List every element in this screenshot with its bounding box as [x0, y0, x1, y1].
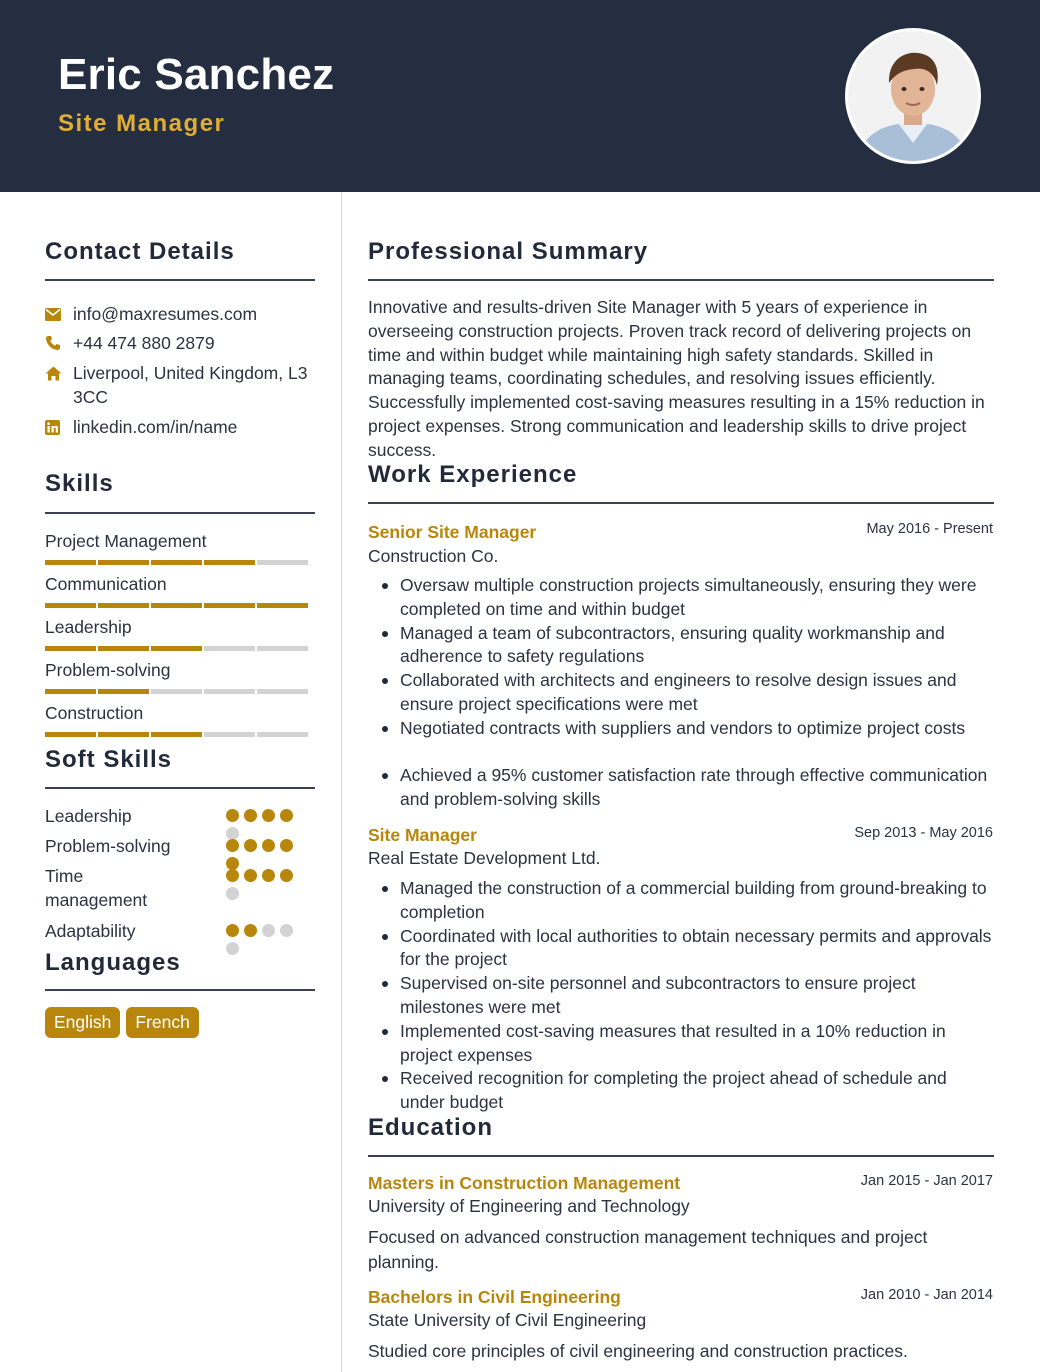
- skill-name: Construction: [45, 703, 144, 723]
- soft-skills-section-rule: [45, 787, 315, 789]
- language-tag: English: [45, 1007, 120, 1038]
- job-bullets: [380, 574, 994, 812]
- contact-location: [45, 361, 315, 409]
- experience-section-rule: [368, 502, 994, 504]
- soft-skill-name: Adaptability: [45, 921, 136, 941]
- job-bullet: Supervised on-site personnel and subcontractors to ensure project milestones were met: [380, 972, 994, 1020]
- skill-level-segment: [45, 603, 96, 608]
- skills-section-rule: [45, 512, 315, 514]
- skill-level-segment: [151, 689, 202, 694]
- skill-level-segment: [45, 646, 96, 651]
- job-bullet: Received recognition for completing the project ahead of schedule and under budget: [380, 1067, 994, 1115]
- contact-email-text: info@maxresumes.com: [73, 304, 258, 324]
- language-tags: [45, 1007, 199, 1038]
- skill-level-segment: [151, 560, 202, 565]
- job-dates: Sep 2013 - May 2016: [854, 825, 993, 841]
- job-company: Real Estate Development Ltd.: [368, 848, 601, 868]
- skill-level-segment: [257, 603, 308, 608]
- skill-level-bar: [45, 732, 308, 737]
- skill-level-segment: [257, 646, 308, 651]
- rating-dot: [226, 942, 239, 955]
- profile-photo: [845, 28, 981, 164]
- rating-dot: [280, 869, 293, 882]
- skill-level-segment: [204, 646, 255, 651]
- skill-level-bar: [45, 689, 308, 694]
- degree-school: University of Engineering and Technology: [368, 1196, 690, 1216]
- soft-skill-rating: [226, 809, 306, 840]
- skill-level-segment: [98, 732, 149, 737]
- contact-phone[interactable]: [45, 331, 315, 355]
- rating-dot: [244, 924, 257, 937]
- skill-name: Communication: [45, 574, 167, 594]
- rating-dot: [226, 839, 239, 852]
- job-bullet: Collaborated with architects and engineers to resolve design issues and ensure project specifications were met: [380, 669, 994, 717]
- job-bullet: Managed the construction of a commercial building from ground-breaking to completion: [380, 877, 994, 925]
- languages-section-rule: [45, 989, 315, 991]
- skill-level-segment: [45, 689, 96, 694]
- skill-level-segment: [151, 646, 202, 651]
- skill-level-segment: [98, 603, 149, 608]
- skill-level-segment: [45, 560, 96, 565]
- contact-section-title: Contact Details: [45, 238, 235, 265]
- contact-linkedin[interactable]: [45, 415, 315, 439]
- degree-dates: Jan 2010 - Jan 2014: [860, 1287, 993, 1303]
- skill-level-bar: [45, 646, 308, 651]
- rating-dot: [244, 809, 257, 822]
- rating-dot: [226, 887, 239, 900]
- contact-linkedin-text: linkedin.com/in/name: [73, 417, 238, 437]
- degree-title: Bachelors in Civil Engineering: [368, 1287, 621, 1307]
- rating-dot: [280, 809, 293, 822]
- home-icon: [45, 361, 73, 385]
- languages-section-title: Languages: [45, 949, 181, 976]
- rating-dot: [244, 869, 257, 882]
- job-bullet: Coordinated with local authorities to obtain necessary permits and approvals for the project: [380, 925, 994, 973]
- rating-dot: [226, 924, 239, 937]
- skill-name: Project Management: [45, 531, 207, 551]
- job-company: Construction Co.: [368, 546, 499, 566]
- soft-skill-rating: [226, 839, 306, 870]
- soft-skill-name: Problem-solving: [45, 836, 171, 856]
- rating-dot: [226, 809, 239, 822]
- job-bullet: Achieved a 95% customer satisfaction rate through effective communication and problem-solving skills: [380, 764, 994, 812]
- degree-school: State University of Civil Engineering: [368, 1310, 647, 1330]
- rating-dot: [280, 924, 293, 937]
- skill-level-segment: [204, 732, 255, 737]
- skill-level-segment: [204, 689, 255, 694]
- contact-phone-text: +44 474 880 2879: [73, 333, 215, 353]
- language-tag: French: [126, 1007, 198, 1038]
- candidate-role: Site Manager: [58, 110, 226, 137]
- job-bullet: Oversaw multiple construction projects simultaneously, ensuring they were completed on time and within budget: [380, 574, 994, 622]
- summary-section-rule: [368, 279, 994, 281]
- degree-dates: Jan 2015 - Jan 2017: [860, 1173, 993, 1189]
- rating-dot: [262, 924, 275, 937]
- degree-title: Masters in Construction Management: [368, 1173, 681, 1193]
- skills-section-title: Skills: [45, 470, 114, 497]
- rating-dot: [262, 869, 275, 882]
- skill-level-segment: [257, 689, 308, 694]
- skill-name: Problem-solving: [45, 660, 171, 680]
- job-bullet: Implemented cost-saving measures that resulted in a 10% reduction in project expenses: [380, 1020, 994, 1068]
- skill-level-segment: [257, 732, 308, 737]
- phone-icon: [45, 331, 73, 355]
- soft-skill-rating: [226, 869, 306, 900]
- job-title: Senior Site Manager: [368, 522, 537, 542]
- experience-section-title: Work Experience: [368, 461, 578, 488]
- job-title: Site Manager: [368, 825, 477, 845]
- column-divider: [341, 192, 342, 1372]
- skill-level-segment: [204, 560, 255, 565]
- summary-section-title: Professional Summary: [368, 238, 649, 265]
- skill-level-segment: [98, 689, 149, 694]
- soft-skill-rating: [226, 924, 306, 955]
- job-bullets: [380, 877, 994, 1115]
- job-dates: May 2016 - Present: [866, 521, 993, 537]
- rating-dot: [262, 839, 275, 852]
- rating-dot: [244, 839, 257, 852]
- skill-level-segment: [45, 732, 96, 737]
- contact-location-text: Liverpool, United Kingdom, L3 3CC: [73, 363, 308, 407]
- job-bullet: Managed a team of subcontractors, ensuring quality workmanship and adherence to safety regulations: [380, 622, 994, 670]
- skill-name: Leadership: [45, 617, 132, 637]
- skill-level-segment: [257, 560, 308, 565]
- rating-dot: [280, 839, 293, 852]
- soft-skills-section-title: Soft Skills: [45, 746, 173, 773]
- rating-dot: [226, 869, 239, 882]
- education-section-rule: [368, 1155, 994, 1157]
- skill-level-bar: [45, 560, 308, 565]
- degree-description: Focused on advanced construction management techniques and project planning.: [368, 1227, 928, 1272]
- portrait-image: [848, 31, 978, 161]
- skill-level-segment: [151, 603, 202, 608]
- contact-section-rule: [45, 279, 315, 281]
- linkedin-icon: [45, 415, 73, 439]
- education-section-title: Education: [368, 1114, 494, 1141]
- summary-text: Innovative and results-driven Site Manager with 5 years of experience in overseeing construction projects. Proven track record of delivering projects on time and within budget while maintaining high safety standards. Skilled in managing teams, coordinating schedules, and resolving issues efficiently. Successfully implemented cost-saving measures resulting in a 15% reduction in project expenses. Strong communication and leadership skills to drive project success.: [368, 297, 985, 460]
- soft-skill-name: Leadership: [45, 806, 132, 826]
- skill-level-segment: [98, 646, 149, 651]
- candidate-name: Eric Sanchez: [58, 50, 335, 99]
- skill-level-segment: [204, 603, 255, 608]
- job-bullet: Negotiated contracts with suppliers and vendors to optimize project costs: [380, 717, 994, 741]
- soft-skill-name: Time management: [45, 866, 148, 910]
- degree-description: Studied core principles of civil engineering and construction practices.: [368, 1341, 908, 1361]
- skill-level-segment: [151, 732, 202, 737]
- skill-level-bar: [45, 603, 308, 608]
- rating-dot: [262, 809, 275, 822]
- resume-header: [0, 0, 1040, 192]
- envelope-icon: [45, 302, 73, 326]
- contact-email[interactable]: [45, 302, 315, 326]
- skill-level-segment: [98, 560, 149, 565]
